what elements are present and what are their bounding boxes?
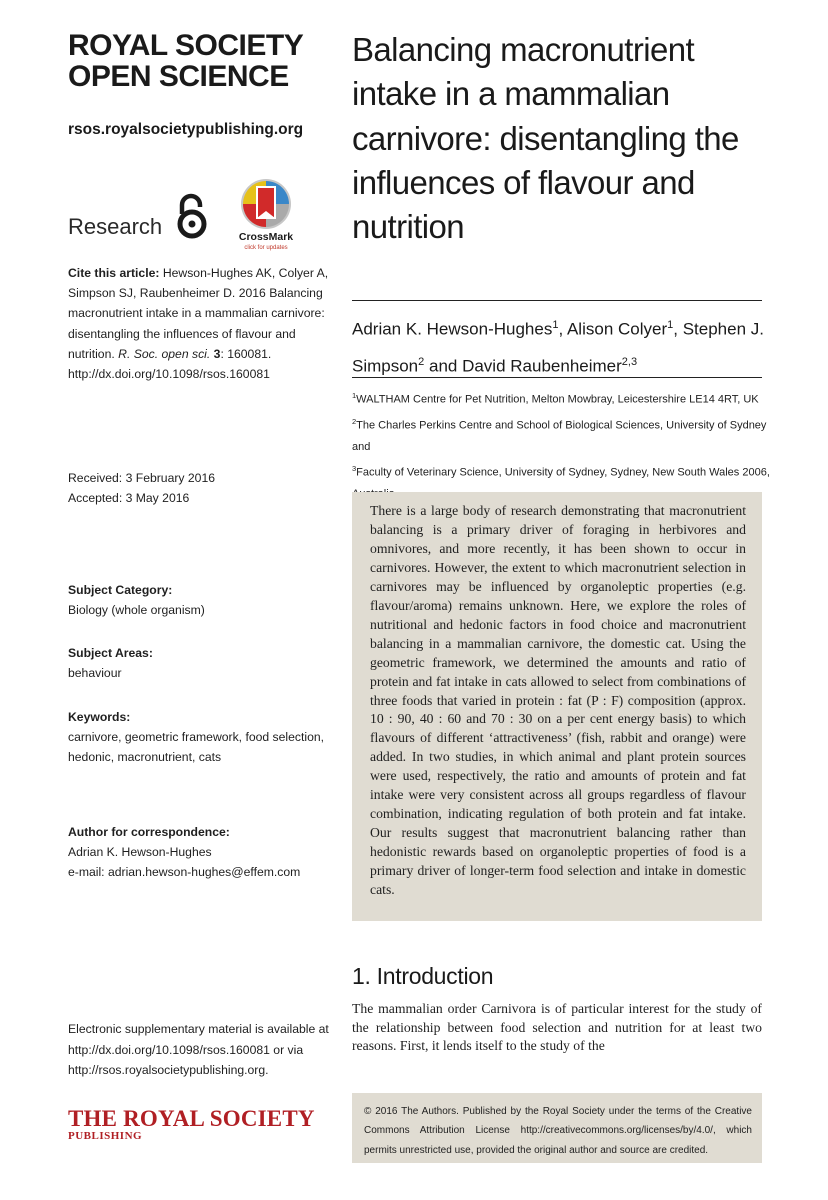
- subject-category-heading: Subject Category:: [68, 583, 173, 597]
- keywords-heading: Keywords:: [68, 710, 131, 724]
- subject-category: [68, 580, 330, 620]
- correspondence-heading: Author for correspondence:: [68, 825, 230, 839]
- introduction-text: The mammalian order Carnivora is of particular interest for the study of the relationship between food selection and nutrition for at least two reasons. First, it lends itself to the study of the: [352, 1001, 762, 1054]
- affiliation-text: Faculty of Veterinary Science, University of Sydney, Sydney, New South Wales 2006,: [356, 466, 770, 479]
- author-name: Adrian K. Hewson-Hughes: [352, 319, 553, 339]
- author-name: Stephen J. Simpson: [352, 319, 764, 376]
- dates: [68, 468, 330, 508]
- publisher-logo: [68, 1107, 315, 1143]
- author-affiliation: 1: [667, 319, 674, 331]
- affiliation-item: [352, 385, 772, 411]
- publisher-line2: PUBLISHING: [68, 1130, 143, 1142]
- citation-label: Cite this article:: [68, 266, 160, 280]
- affiliation-number: 1: [352, 391, 357, 400]
- received-date: Received: 3 February 2016: [68, 471, 216, 485]
- keywords: [68, 707, 330, 767]
- accepted-date: Accepted: 3 May 2016: [68, 491, 190, 505]
- citation-journal: R. Soc. open sci.: [118, 346, 211, 361]
- crossmark-sublabel: click for updates: [244, 245, 288, 251]
- abstract-text: There is a large body of research demonstrating that macronutrient balancing is a primary driver of foraging in herbivores and omnivores, and more recently, it has been shown to occur in carnivores. However, the extent to which macronutrient selection in carnivores may be influenced by organoleptic properties (e.g. flavour/aroma) remains unknown. Here, we explore the roles of nutritional and hedonic factors in food choice and macronutrient balancing in a mammalian carnivore, the domestic cat. Using the geometric framework, we determined the amounts and ratio of protein and fat intake in cats allowed to select from combinations of three foods that varied in protein : fat (P : F) composition (approx. 10 : 90, 40 : 60 and 70 : 30 on a per cent energy basis) to which flavours of different ‘attractiveness’ (fish, rabbit and orange) were added. In two studies, in which animal and plant protein sources were used, respectively, the ratio and amounts of protein and fat intake were very consistent across all groups regardless of flavour combination, indicating regulation of both protein and fat intake. Our results suggest that macronutrient balancing rather than hedonistic rewards based on organoleptic properties of food is a primary driver of longer-term food selection and intake in domestic cats.: [370, 503, 746, 898]
- citation-text: Hewson-Hughes AK, Colyer A, Simpson SJ, Raubenheimer D. 2016 Balancing macronutrient intake in a mammalian carnivore: disentangling the influences of flavour and nutrition.: [68, 266, 329, 361]
- correspondence-email[interactable]: e-mail: adrian.hewson-hughes@effem.com: [68, 865, 301, 879]
- crossmark-label: CrossMark: [238, 231, 294, 243]
- affiliation-text: WALTHAM Centre for Pet Nutrition, Melton Mowbray, Leicestershire LE14 4RT, UK: [356, 393, 759, 406]
- section-label: Research: [68, 214, 163, 239]
- correspondence-name: Adrian K. Hewson-Hughes: [68, 845, 212, 859]
- author-list: Adrian K. Hewson-Hughes$^1$, Alison Colyer$^1$, Stephen J. Simpson$^2$ and David Raubenheimer$^{2,3}$: [352, 319, 764, 376]
- open-access-icon[interactable]: [172, 192, 212, 240]
- subject-areas-heading: Subject Areas:: [68, 646, 153, 660]
- abstract-box: [352, 492, 762, 921]
- citation: [68, 263, 330, 384]
- supplementary-note: Electronic supplementary material is available at http://dx.doi.org/10.1098/rsos.160081 or via http://rsos.royalsocietypublishing.org.: [68, 1022, 329, 1077]
- article-title: Balancing macronutrient intake in a mammalian carnivore: disentangling the influences of flavour and nutrition: [352, 31, 739, 246]
- citation-pages: : 160081.: [220, 346, 272, 361]
- subject-areas: [68, 643, 330, 683]
- authors-divider: [352, 377, 762, 378]
- affiliation-item: [352, 411, 772, 458]
- publisher-line1: THE ROYAL SOCIETY: [68, 1106, 315, 1131]
- journal-name-line2: OPEN SCIENCE: [68, 60, 289, 93]
- title-divider: [352, 300, 762, 301]
- keywords-value: carnivore, geometric framework, food selection, hedonic, macronutrient, cats: [68, 730, 325, 764]
- affiliation-text: The Charles Perkins Centre and School of Biological Sciences, University of Sydney and: [352, 419, 767, 453]
- crossmark-icon[interactable]: [234, 177, 298, 257]
- section-heading-introduction: 1. Introduction: [352, 963, 494, 989]
- citation-volume: 3: [213, 346, 221, 361]
- author-name: Alison Colyer: [566, 319, 668, 339]
- subject-areas-value: behaviour: [68, 666, 122, 680]
- journal-name: [68, 30, 328, 92]
- affiliation-number: 3: [352, 464, 357, 474]
- journal-url[interactable]: rsos.royalsocietypublishing.org: [68, 121, 304, 138]
- subject-category-value: Biology (whole organism): [68, 603, 205, 617]
- license-box: © 2016 The Authors. Published by the Royal Society under the terms of the Creative Commons Attribution License http://creativecommons.org/licenses/by/4.0/, which permits unrestricted use, provided the original author and source are credited.: [352, 1093, 762, 1163]
- affiliations: [352, 385, 772, 505]
- citation-doi[interactable]: http://dx.doi.org/10.1098/rsos.160081: [68, 367, 270, 382]
- author-affiliation: 2: [418, 355, 425, 368]
- author-affiliation: 2,3: [621, 355, 638, 368]
- journal-name-line1: ROYAL SOCIETY: [68, 29, 304, 62]
- correspondence: [68, 822, 330, 882]
- author-affiliation: 1: [552, 319, 559, 331]
- affiliation-number: 2: [352, 416, 357, 426]
- author-name: David Raubenheimer: [462, 356, 622, 376]
